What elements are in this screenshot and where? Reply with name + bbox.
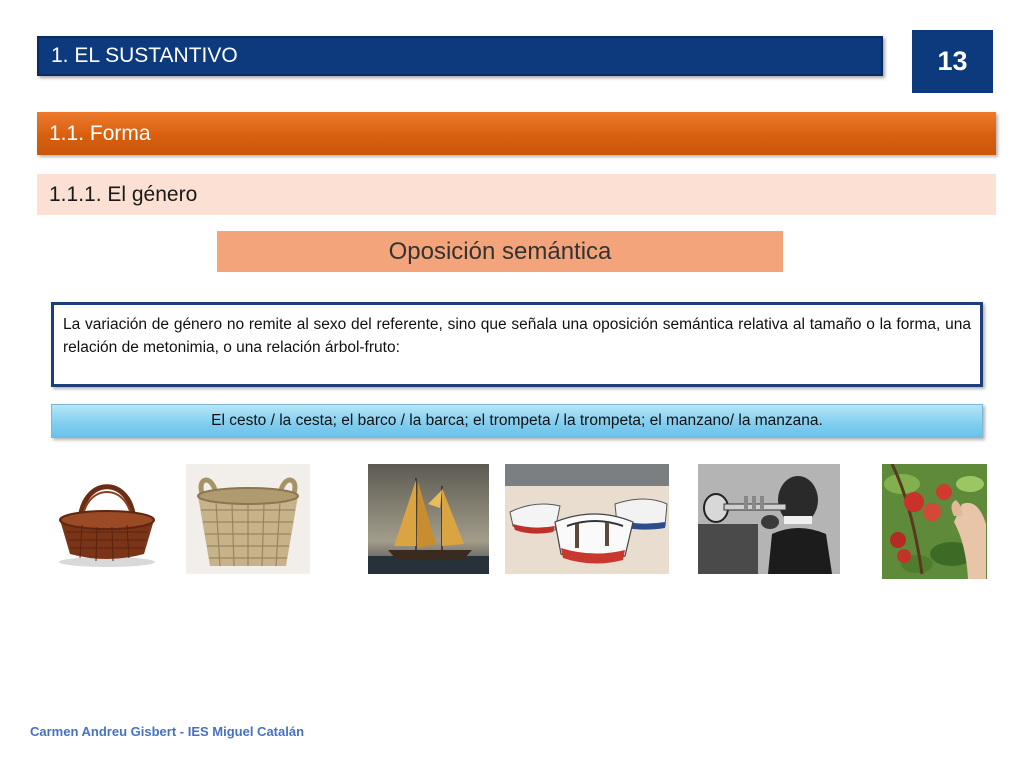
subsection-text: 1.1.1. El género bbox=[49, 183, 198, 206]
topic-label: Oposición semántica bbox=[217, 231, 783, 272]
subsection-bar bbox=[37, 174, 996, 215]
examples-text: El cesto / la cesta; el barco / la barca; el trompeta / la trompeta; el manzano/ la manzana. bbox=[211, 412, 823, 429]
section-title-bar bbox=[37, 36, 883, 76]
sailboat-photo bbox=[368, 464, 489, 574]
rowboats-photo bbox=[505, 464, 669, 574]
subtitle-text: 1.1. Forma bbox=[49, 122, 151, 145]
page-number: 13 bbox=[912, 30, 993, 93]
trumpet-player-photo bbox=[698, 464, 840, 574]
subtitle-bar bbox=[37, 112, 996, 155]
basket-large-photo bbox=[186, 464, 310, 574]
examples-bar bbox=[51, 404, 983, 438]
basket-small-photo bbox=[52, 470, 162, 570]
apple-tree-photo bbox=[882, 464, 987, 579]
section-title: 1. EL SUSTANTIVO bbox=[51, 44, 238, 67]
footer-credit: Carmen Andreu Gisbert - IES Miguel Catalán bbox=[30, 724, 305, 739]
definition-box bbox=[51, 302, 983, 387]
definition-text: La variación de género no remite al sexo del referente, sino que señala una oposición semántica relativa al tamaño o la forma, una relación de metonimia, o una relación árbol-fruto: bbox=[63, 316, 971, 356]
